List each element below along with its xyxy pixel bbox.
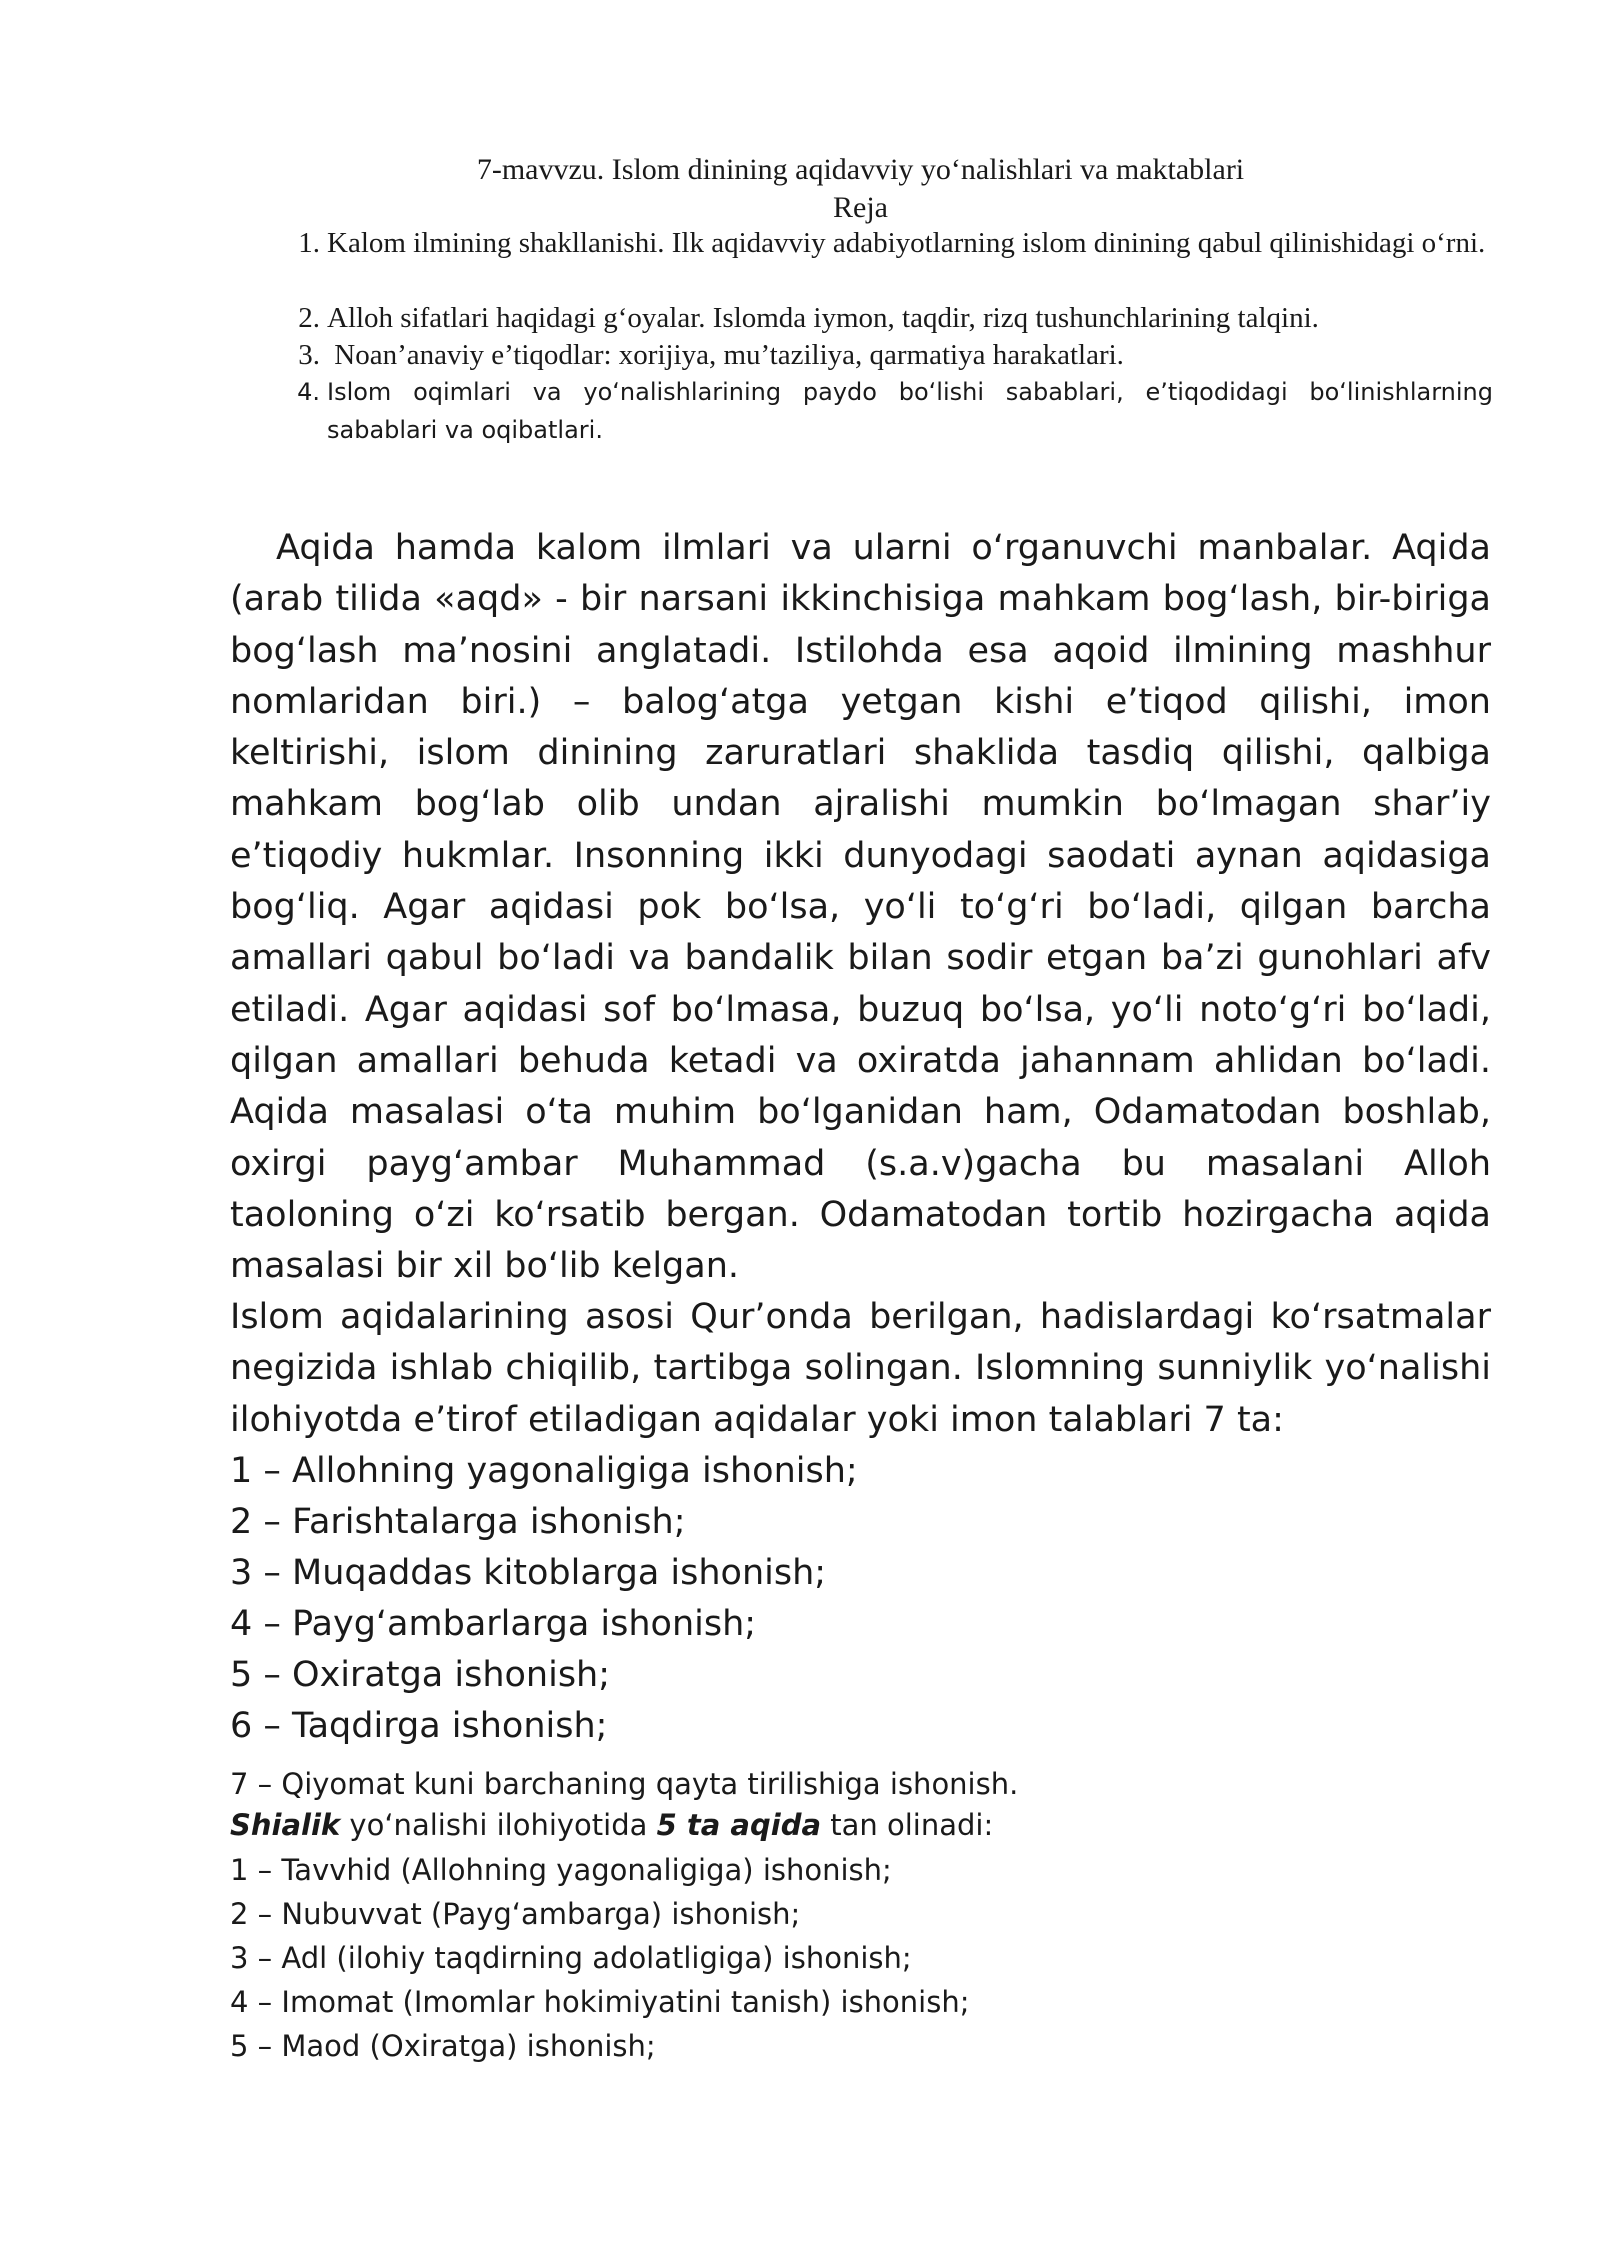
plan-item-text: Noan’anaviy e’tiqodlar: xorijiya, mu’taziliya, qarmatiya harakatlari.: [327, 339, 1124, 371]
sunni-item-7: 7 – Qiyomat kuni barchaning qayta tirilishiga ishonish.: [230, 1767, 1019, 1801]
list-item: 1 – Allohning yagonaligiga ishonish;: [230, 1451, 858, 1491]
shia-term: Shialik: [230, 1808, 341, 1842]
sunni-intro: Islom aqidalarining asosi Qur’onda berilgan, hadislardagi koʻrsatmalar negizida ishlab chiqilib, tartibga solingan. Islomning sunniylik yoʻnalishi ilohiyotda eʼtirof etiladigan aqidalar yoki imon talablari 7 ta:: [230, 1297, 1491, 1440]
shia-intro-end: tan olinadi:: [821, 1808, 994, 1842]
sunni-beliefs-list: [230, 1446, 1491, 1752]
body-paragraph: Aqida hamda kalom ilmlari va ularni oʻrganuvchi manbalar. Aqida (arab tilida «aqd» - bir narsani ikkinchisiga mahkam bogʻlash, bir-biriga bogʻlash maʼnosini anglatadi. Istilohda esa aqoid ilmining mashhur nomlaridan biri.) – balogʻatga yetgan kishi eʼtiqod qilishi, imon keltirishi, islom dinining zaruratlari shaklida tasdiq qilishi, qalbiga mahkam bogʻlab olib undan ajralishi mumkin boʻlmagan sharʼiy eʼtiqodiy hukmlar. Insonning ikki dunyodagi saodati aynan aqidasiga bogʻliq. Agar aqidasi pok boʻlsa, yoʻli toʻgʻri boʻladi, qilgan barcha amallari qabul boʻladi va bandalik bilan sodir etgan baʼzi gunohlari afv etiladi. Agar aqidasi sof boʻlmasa, buzuq boʻlsa, yoʻli notoʻgʻri boʻladi, qilgan amallari behuda ketadi va oxiratda jahannam ahlidan boʻladi. Aqida masalasi oʻta muhim boʻlganidan ham, Odamatodan boshlab, oxirgi paygʻambar Muhammad (s.a.v)gacha bu masalani Alloh taoloning oʻzi koʻrsatib bergan. Odamatodan tortib hozirgacha aqida masalasi bir xil boʻlib kelgan.: [230, 528, 1491, 1287]
shia-beliefs-list: [230, 1848, 970, 2068]
shia-count: 5 ta aqida: [656, 1808, 822, 1842]
list-item: 5 – Oxiratga ishonish;: [230, 1655, 611, 1695]
plan-item-number: 4.: [297, 378, 320, 406]
list-item: 2 – Farishtalarga ishonish;: [230, 1502, 686, 1542]
plan-item-text: Alloh sifatlari haqidagi g‘oyalar. Islomda iymon, taqdir, rizq tushunchlarining talqini.: [327, 302, 1319, 334]
plan-item-number: 1.: [298, 227, 320, 259]
plan-heading: Reja: [833, 191, 888, 224]
list-item: 4 – Imomat (Imomlar hokimiyatini tanish) ishonish;: [230, 1985, 970, 2019]
list-item: 4 – Paygʻambarlarga ishonish;: [230, 1604, 757, 1644]
plan-item-text: Islom oqimlari va yoʻnalishlarining paydo boʻlishi sabablari, eʼtiqodidagi boʻlinishlarning sabablari va oqibatlari.: [327, 378, 1493, 444]
plan-item-number: 2.: [298, 302, 320, 334]
list-item: 5 – Maod (Oxiratga) ishonish;: [230, 2029, 656, 2063]
list-item: 2 – Nubuvvat (Paygʻambarga) ishonish;: [230, 1897, 801, 1931]
list-item: 3 – Adl (ilohiy taqdirning adolatligiga) ishonish;: [230, 1941, 912, 1975]
plan-item-text: Kalom ilmining shakllanishi. Ilk aqidavviy adabiyotlarning islom dinining qabul qilinishidagi o‘rni.: [327, 227, 1486, 259]
document-title: 7-mavvzu. Islom dinining aqidavviy yo‘nalishlari va maktablari: [476, 153, 1245, 186]
list-item: 6 – Taqdirga ishonish;: [230, 1706, 608, 1746]
list-item: 1 – Tavvhid (Allohning yagonaligiga) ishonish;: [230, 1853, 892, 1887]
shia-intro-text: yoʻnalishi ilohiyotida: [340, 1808, 657, 1842]
shia-intro: [230, 1804, 993, 1846]
plan-item-number: 3.: [298, 339, 320, 371]
list-item: 3 – Muqaddas kitoblarga ishonish;: [230, 1553, 827, 1593]
